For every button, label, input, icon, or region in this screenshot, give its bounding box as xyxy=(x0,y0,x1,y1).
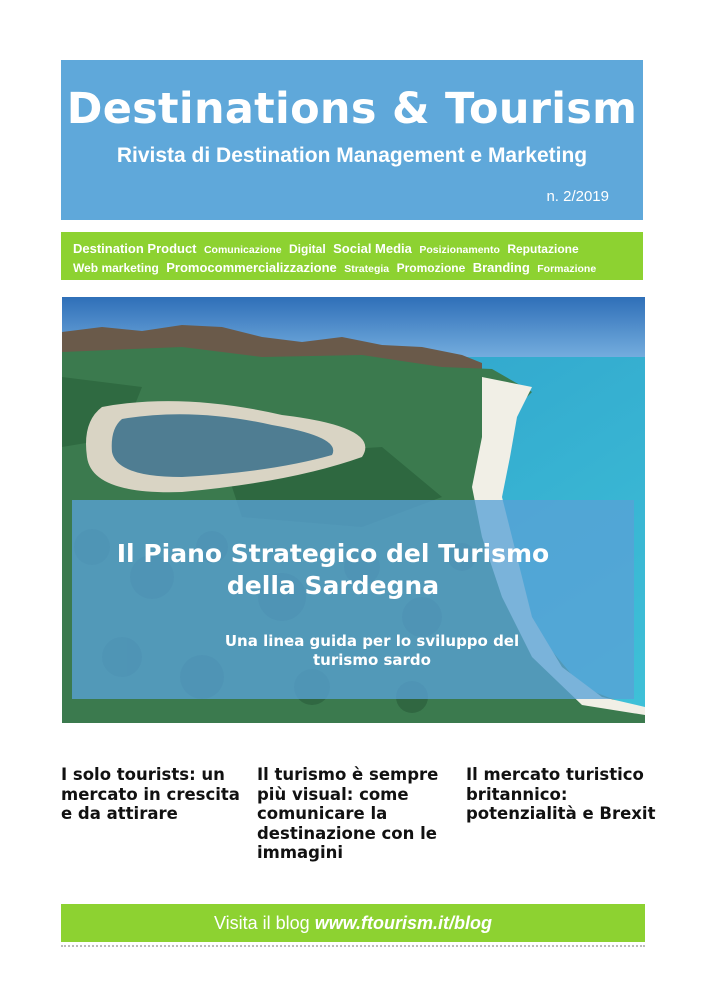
tag: Social Media xyxy=(333,241,412,256)
article-headline[interactable]: Il turismo è sempre più visual: come comunicare la destinazione con le immagini xyxy=(257,765,439,862)
tag: Posizionamento xyxy=(419,244,500,256)
footer-prefix: Visita il blog xyxy=(213,913,310,933)
blog-link-banner[interactable] xyxy=(61,904,645,942)
tag: Promozione xyxy=(396,261,466,275)
tag: Web marketing xyxy=(73,261,159,275)
magazine-title: Destinations & Tourism xyxy=(66,84,638,134)
article-headline[interactable]: Il mercato turistico britannico: potenzialità e Brexit xyxy=(466,765,656,823)
tag: Destination Product xyxy=(73,241,197,256)
tag: Digital xyxy=(289,242,326,256)
topic-tags-bar xyxy=(61,232,643,294)
magazine-header xyxy=(61,60,643,220)
cover-story-subtitle: Una linea guida per lo sviluppo del turismo sardo xyxy=(224,632,520,669)
tag: Formazione xyxy=(537,263,597,275)
cover-story-overlay xyxy=(72,500,634,699)
issue-number: n. 2/2019 xyxy=(546,188,609,205)
magazine-subtitle: Rivista di Destination Management e Marketing xyxy=(116,144,588,167)
tag: Comunicazione xyxy=(203,244,282,256)
tag: Branding xyxy=(472,260,530,275)
cover-story-title: Il Piano Strategico del Turismo della Sardegna xyxy=(116,539,550,600)
dotted-divider xyxy=(61,945,645,947)
cover-photo xyxy=(62,297,645,723)
tag: Strategia xyxy=(344,263,390,275)
tag: DMO xyxy=(73,280,101,294)
tag: Promocommercializzazione xyxy=(166,260,337,275)
tag: Reputazione xyxy=(507,242,579,256)
article-headline[interactable]: I solo tourists: un mercato in crescita e da attirare xyxy=(61,765,240,823)
blog-url-link[interactable]: www.ftourism.it/blog xyxy=(314,913,493,933)
